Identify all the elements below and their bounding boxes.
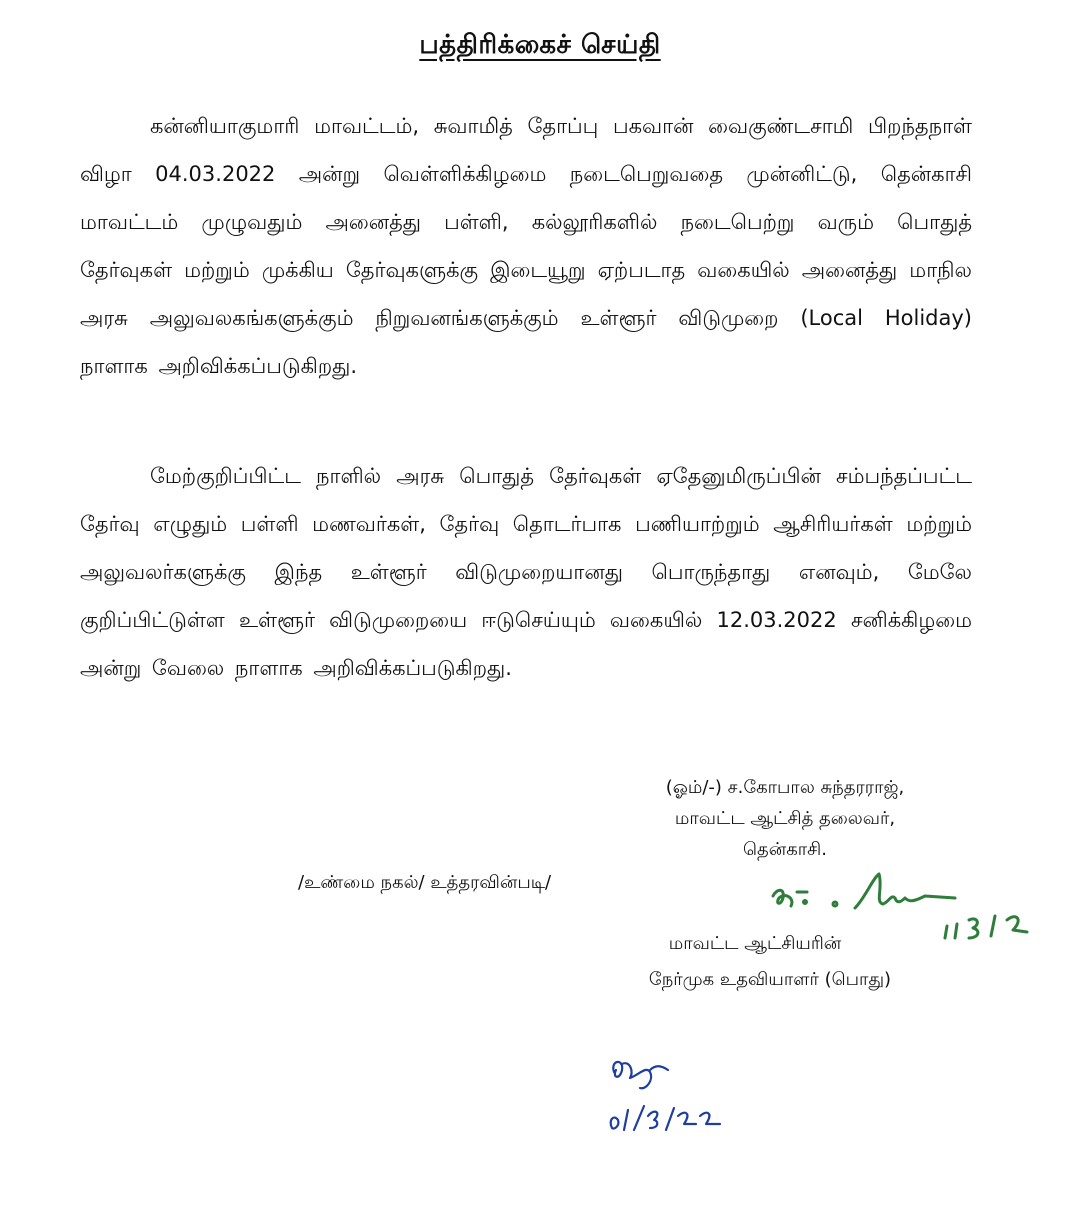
personal-assistant-block: [610, 926, 960, 998]
paragraph-1: கன்னியாகுமாரி மாவட்டம், சுவாமித் தோப்பு பகவான் வைகுண்டசாமி பிறந்தநாள் விழா 04.03.2022 அன்று வெள்ளிக்கிழமை நடைபெறுவதை முன்னிட்டு, தென்காசி மாவட்டம் முழுவதும் அனைத்து பள்ளி, கல்லூரிகளில் நடைபெற்று வரும் பொதுத் தேர்வுகள் மற்றும் முக்கிய தேர்வுகளுக்கு இடையூறு ஏற்படாத வகையில் அனைத்து மாநில அரசு அலுவலகங்களுக்கும் நிறுவனங்களுக்கும் உள்ளூர் விடுமுறை (Local Holiday) நாளாக அறிவிக்கப்படுகிறது.: [80, 114, 972, 378]
pa-line-2: நேர்முக உதவியாளர் (பொது): [648, 969, 892, 990]
signatory-block: [610, 772, 960, 865]
handwritten-initial-date: [600, 1050, 740, 1140]
paragraph-2: மேற்குறிப்பிட்ட நாளில் அரசு பொதுத் தேர்வுகள் ஏதேனுமிருப்பின் சம்பந்தப்பட்ட தேர்வு எழுதும் பள்ளி மணவர்கள், தேர்வு தொடர்பாக பணியாற்றும் ஆசிரியர்கள் மற்றும் அலுவலர்களுக்கு இந்த உள்ளூர் விடுமுறையானது பொருந்தாது எனவும், மேலே குறிப்பிட்டுள்ள உள்ளூர் விடுமுறையை ஈடுசெய்யும் வகையில் 12.03.2022 சனிக்கிழமை அன்று வேலை நாளாக அறிவிக்கப்படுகிறது.: [80, 464, 972, 680]
signatory-district: தென்காசி.: [743, 839, 827, 860]
signatory-name: (ஓம்/-) ச.கோபால சுந்தரராஜ்,: [665, 777, 905, 798]
signatory-designation: மாவட்ட ஆட்சித் தலைவர்,: [674, 808, 896, 829]
pa-line-1: மாவட்ட ஆட்சியரின்: [668, 933, 842, 954]
true-copy-note: /உண்மை நகல்/ உத்தரவின்படி/: [298, 872, 552, 893]
document-title: பத்திரிக்கைச் செய்தி: [419, 30, 661, 60]
